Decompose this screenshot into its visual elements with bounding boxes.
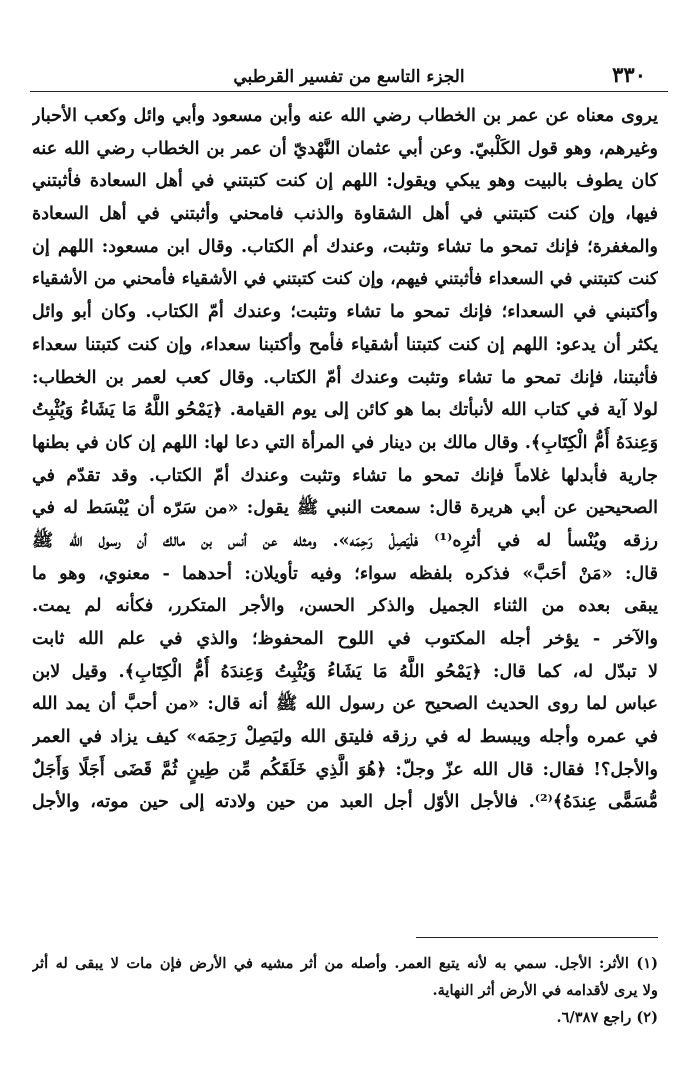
text-line: لا تبدّل له، كما قال: ﴿يَمْحُو اللَّهُ مَا يَشَاءُ وَيُثْبِتُ وَعِندَهُ أُمُّ الْكِتَابِ﴾. وقيل لابن — [32, 660, 658, 682]
text-line: لولا آية في كتاب الله لأنبأتك بما هو كائن إلى يوم القيامة. ﴿يَمْحُو اللَّهُ مَا يَشَاءُ وَيُثْبِتُ — [32, 399, 658, 421]
footnote-2: (٢) راجع ٦/٣٨٧. — [556, 1009, 658, 1026]
text-line: والآخر - يؤخر أجله المكتوب في اللوح المحفوظ؛ والذي في علم الله ثابت — [32, 628, 658, 649]
text-line: يبقى بعده من الثناء الجميل والذكر الحسن، والأجر المتكرر، فكأنه لم يمت. — [32, 595, 658, 617]
text-line: وغيرهم، وهو قول الكَلْبيّ. وعن أبي عثمان النَّهْديّ أن عمر بن الخطاب رضي الله عنه — [32, 137, 658, 159]
running-title: الجزء التاسع من تفسير القرطبي — [233, 67, 465, 87]
text-line: مُّسَمًّى عِندَهُ﴾⁽²⁾. فالأجل الأوّل أجل العبد من حين ولادته إلى حين موته، والأجل — [32, 791, 658, 813]
text-line: الصحيحين عن أبي هريرة قال: سمعت النبي ﷺ يقول: «من سَرّه أن يُبْسَط له في — [32, 497, 658, 519]
text-line: وأكتبني في السعداء؛ فإنك تمحو ما تشاء وتثبت؛ وعندك أمّ الكتاب. وكان أبو وائل — [32, 301, 658, 323]
text-line: يكثر أن يدعو: اللهم إن كنت كتبتنا أشقياء فأمح وأكتبنا سعداء، وإن كنت كتبتنا سعداء — [32, 333, 658, 355]
text-line: فأثبتنا، فإنك تمحو ما تشاء وتثبت وعندك أمّ الكتاب. وقال كعب لعمر بن الخطاب: — [32, 366, 658, 388]
footnote-1: (١) الأثر: الأجل. سمي به لأنه يتبع العمر. وأصله من أثر مشيه في الأرض فإن مات لا يبقى له أثر — [32, 955, 658, 972]
text-line: جارية فأبدلها غلاماً فإنك تمحو ما تشاء وتثبت وعندك أمّ الكتاب. وقد تقدّم في — [32, 464, 658, 486]
page-number: ٣٣٠ — [612, 62, 646, 87]
text-line: قال: «مَنْ أحَبَّ» فذكره بلفظه سواء؛ وفيه تأويلان: أحدهما - معنوي، وهو ما — [32, 562, 658, 584]
text-line: وَعِندَهُ أُمُّ الْكِتَابِ﴾. وقال مالك بن دينار في المرأة التي دعا لها: اللهم إن كان في بطنها — [32, 432, 658, 453]
footnotes — [32, 950, 658, 1031]
page-header — [30, 62, 668, 92]
text-line: فيها، وإن كنت كتبتني في أهل الشقاوة والذنب فامحني وأثبتني في أهل السعادة — [32, 203, 658, 225]
main-text — [32, 100, 658, 918]
text-line: كان يطوف بالبيت وهو يبكي ويقول: اللهم إن كنت كتبتني في أهل السعادة فأثبتني — [32, 170, 658, 192]
text-line: والأجل؟! فقال: قال الله عزّ وجلّ: ﴿هُوَ الَّذِي خَلَقَكُم مِّن طِينٍ ثُمَّ قَضَى أَجَلًا وَأَجَلٌ — [32, 758, 658, 780]
text-line: والمغفرة؛ فإنك تمحو ما تشاء وتثبت، وعندك أم الكتاب. وقال ابن مسعود: اللهم إن — [32, 235, 658, 257]
text-line: كنت كتبتني في السعداء فأثبتني فيهم، وإن كنت كتبتني في الأشقياء فأمحني من الأشقياء — [32, 269, 658, 290]
text-line: عباس لما روى الحديث الصحيح عن رسول الله ﷺ أنه قال: «من أحبَّ أن يمد الله — [32, 693, 658, 715]
text-line: يروى معناه عن عمر بن الخطاب رضي الله عنه وأبن مسعود وأبي وائل وكعب الأحبار — [32, 105, 658, 126]
footnote-1-continued: ولا يرى لأقدامه في الأرض أثر النهاية. — [432, 982, 658, 999]
text-line: في عمره وأجله ويبسط له في رزقه فليتق الله وليَصِلْ رَحِمَه» كيف يزاد في العمر — [32, 726, 658, 748]
footnote-divider — [416, 937, 658, 938]
text-line: رزقه ويُنْسأ له في أثرِه⁽¹⁾ فلْيَصِلْ رَحِمَه». ومثله عن أنس بن مالك أن رسول الله ﷺ — [32, 529, 658, 551]
